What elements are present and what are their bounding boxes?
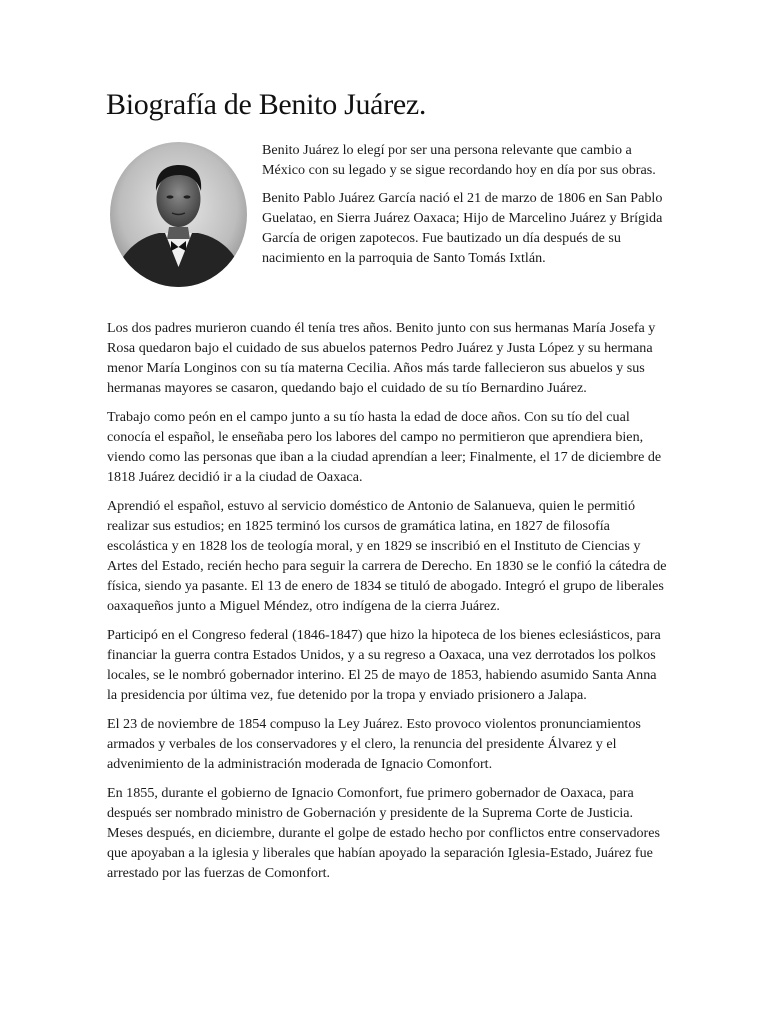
biography-body <box>107 318 667 892</box>
intro-paragraph-2: Benito Pablo Juárez García nació el 21 de marzo de 1806 en San Pablo Guelatao, en Sierra Juárez Oaxaca; Hijo de Marcelino Juárez y Brígida García de origen zapotecos. Fue bautizado un día después de su nacimiento en la parroquia de Santo Tomás Ixtlán. <box>262 190 663 266</box>
paragraph-5: El 23 de noviembre de 1854 compuso la Ley Juárez. Esto provoco violentos pronunciamientos armados y verbales de los conservadores y el clero, la renuncia del presidente Álvarez y el advenimiento de la administración moderada de Ignacio Comonfort. <box>107 716 641 772</box>
intro-paragraph-1: Benito Juárez lo elegí por ser una persona relevante que cambio a México con su legado y se sigue recordando hoy en día por sus obras. <box>262 142 656 178</box>
paragraph-2: Trabajo como peón en el campo junto a su tío hasta la edad de doce años. Con su tío del cual conocía el español, le enseñaba pero los labores del campo no permitieron que aprendiera bien, viendo como las personas que iban a la ciudad aprendían a leer; Finalmente, el 17 de diciembre de 1818 Juárez decidió ir a la ciudad de Oaxaca. <box>107 409 662 485</box>
page-title: Biografía de Benito Juárez. <box>106 88 427 121</box>
paragraph-6: En 1855, durante el gobierno de Ignacio Comonfort, fue primero gobernador de Oaxaca, para después ser nombrado ministro de Gobernación y presidente de la Suprema Corte de Justicia. Meses después, en diciembre, durante el golpe de estado hecho por conflictos entre conservadores que apoyaban a la iglesia y liberales que habían apoyado la separación Iglesia-Estado, Juárez fue arrestado por las fuerzas de Comonfort. <box>107 785 660 881</box>
portrait-image <box>109 141 248 288</box>
paragraph-4: Participó en el Congreso federal (1846-1847) que hizo la hipoteca de los bienes eclesiásticos, para financiar la guerra contra Estados Unidos, y a su regreso a Oaxaca, una vez derrotados los polkos locales, se le nombró gobernador interino. El 25 de mayo de 1853, habiendo asumido Santa Anna la presidencia por última vez, fue detenido por la tropa y enviado prisionero a Jalapa. <box>107 627 661 703</box>
paragraph-3: Aprendió el español, estuvo al servicio doméstico de Antonio de Salanueva, quien le permitió realizar sus estudios; en 1825 terminó los cursos de gramática latina, en 1827 de filosofía escolástica y en 1828 los de teología moral, y en 1829 se inscribió en el Instituto de Ciencias y Artes del Estado, recién hecho para seguir la carrera de Derecho. En 1830 se le confió la cátedra de física, siendo ya pasante. El 13 de enero de 1834 se tituló de abogado. Integró el grupo de liberales oaxaqueños junto a Miguel Méndez, otro indígena de la cierra Juárez. <box>107 498 667 614</box>
intro-text <box>262 140 672 276</box>
paragraph-1: Los dos padres murieron cuando él tenía tres años. Benito junto con sus hermanas María Josefa y Rosa quedaron bajo el cuidado de sus abuelos paternos Pedro Juárez y Justa López y su hermana menor María Longinos con su tía materna Cecilia. Años más tarde fallecieron sus abuelos y sus hermanas mayores se casaron, quedando bajo el cuidado de su tío Bernardino Juárez. <box>107 320 656 396</box>
